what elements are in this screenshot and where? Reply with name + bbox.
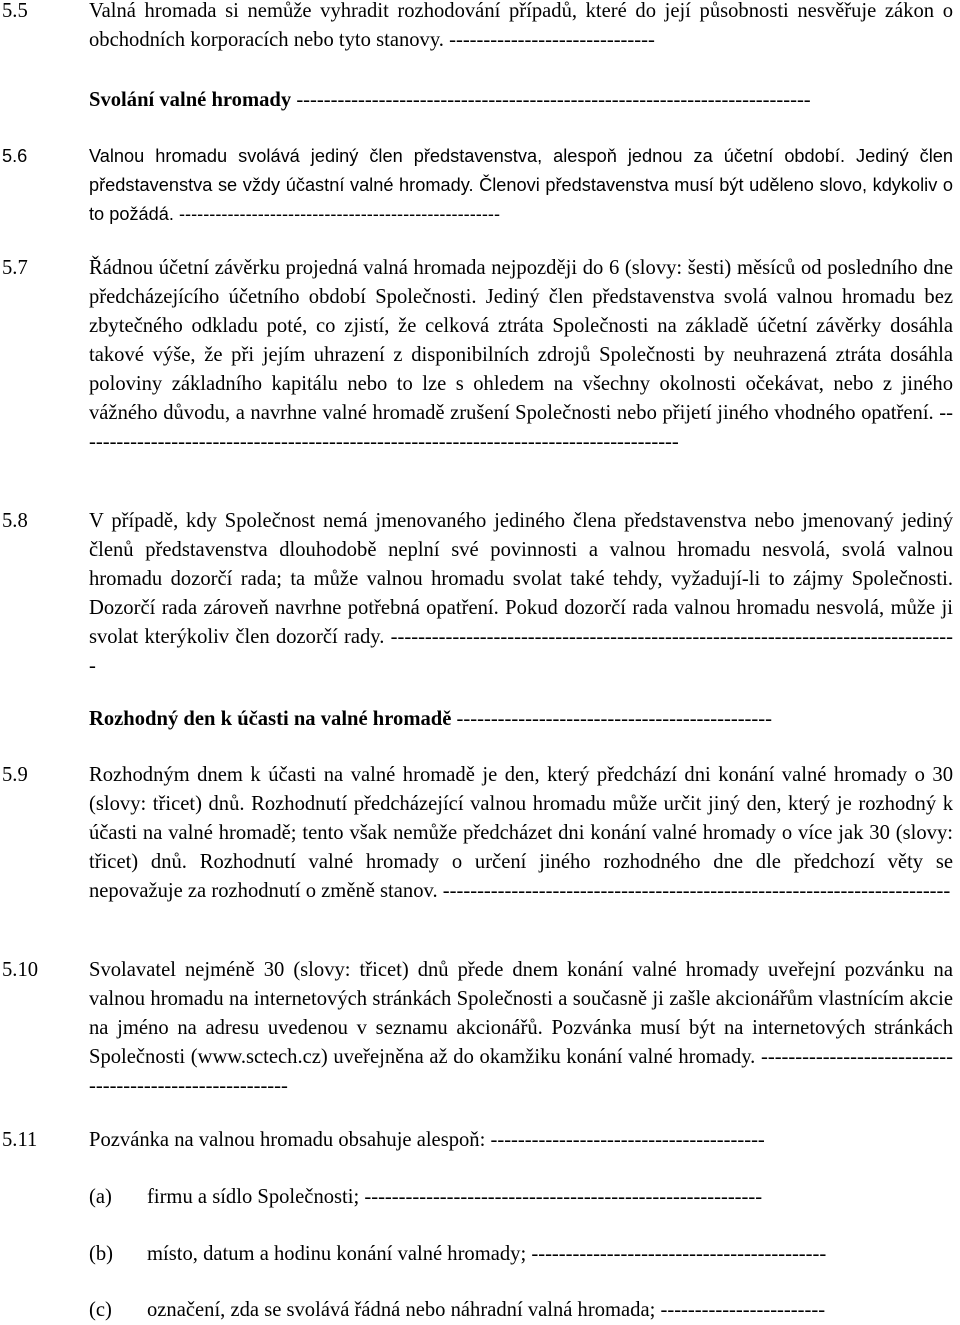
list-item-text: místo, datum a hodinu konání valné hromady; ------------------------------------------- <box>147 1243 827 1265</box>
section-number: 5.11 <box>2 1129 38 1151</box>
section-5-9 <box>0 761 955 906</box>
section-text: Svolavatel nejméně 30 (slovy: třicet) dnů přede dnem konání valné hromady uveřejní pozvánku na valnou hromadu na internetových stránkách Společnosti a současně ji zašle akcionářům vlastnícím akcie na jméno na adresu uvedenou v seznamu akcionářů. Pozvánka musí být na internetových stránkách Společnosti (www.sctech.cz) uveřejněna až do okamžiku konání valné hromady. --------------------------------------------------------- <box>89 959 953 1097</box>
heading-rozhodny-den <box>89 705 955 734</box>
section-5-8 <box>0 507 955 681</box>
list-item-text: označení, zda se svolává řádná nebo náhradní valná hromada; ------------------------ <box>147 1299 826 1321</box>
section-text: Rozhodným dnem k účasti na valné hromadě je den, který předchází dni konání valné hromady o 30 (slovy: třicet) dnů. Rozhodnutí předcházející valnou hromadu může určit jiný den, který je rozhodný k účasti na valné hromadě; tento však nemůže předcházet dni konání valné hromady o více jak 30 (slovy: třicet) dnů. Rozhodnutí valné hromady o určení jiného rozhodného dne dle předchozí věty se nepovažuje za rozhodnutí o změně stanov. -------------------------------------------------------------------------- <box>89 764 953 902</box>
section-text: V případě, kdy Společnost nemá jmenovaného jediného člena představenstva nebo jmenovaný jediný členů představenstva dlouhodobě neplní své povinnosti a valnou hromadu nesvolá, svolá valnou hromadu dozorčí rada; ta může valnou hromadu svolat také tehdy, vyžadují-li to zájmy Společnosti. Dozorčí rada zároveň navrhne potřebná opatření. Pokud dozorčí rada valnou hromadu nesvolá, může ji svolat kterýkoliv člen dozorčí rady. ----------------------------------------------------------------------------------- <box>89 510 953 677</box>
list-item-text: firmu a sídlo Společnosti; ---------------------------------------------------------- <box>147 1186 763 1208</box>
heading-dashes: ---------------------------------------------- <box>451 708 772 730</box>
section-number: 5.6 <box>2 146 28 166</box>
list-item <box>0 1296 955 1325</box>
list-item <box>0 1240 955 1269</box>
heading-svolani-valne-hromady <box>89 86 955 115</box>
list-item-letter: (a) <box>89 1186 112 1208</box>
section-text: Valná hromada si nemůže vyhradit rozhodování případů, které do její působnosti nesvěřuje zákon o obchodních korporacích nebo tyto stanovy. ------------------------------ <box>89 0 953 51</box>
section-text: Pozvánka na valnou hromadu obsahuje alespoň: ---------------------------------------- <box>89 1129 765 1151</box>
heading-title: Rozhodný den k účasti na valné hromadě <box>89 708 452 730</box>
section-5-10 <box>0 956 955 1101</box>
list-item <box>0 1183 955 1212</box>
list-item-letter: (c) <box>89 1299 112 1321</box>
section-number: 5.7 <box>2 257 28 279</box>
section-5-11 <box>0 1126 955 1155</box>
section-number: 5.5 <box>2 0 28 22</box>
section-text: Valnou hromadu svolává jediný člen představenstva, alespoň jednou za účetní období. Jediný člen představenstva se vždy účastní valné hromady. Členovi představenstva musí být uděleno slovo, kdykoliv o to požádá. ----------------------------------------------------- <box>89 146 953 224</box>
heading-title: Svolání valné hromady <box>89 89 292 111</box>
section-5-6 <box>0 142 955 229</box>
section-5-5 <box>0 0 955 55</box>
heading-dashes: --------------------------------------------------------------------------- <box>291 89 811 111</box>
section-text: Řádnou účetní závěrku projedná valná hromada nejpozději do 6 (slovy: šesti) měsíců od posledního dne předcházejícího účetního období Společnosti. Jediný člen představenstva svolá valnou hromadu bez zbytečného odkladu poté, co zjistí, že celková ztráta Společnosti na základě účetní závěrky dosáhla takové výše, že při jejím uhrazení z disponibilních zdrojů Společnosti by neuhrazená ztráta dosáhla poloviny základního kapitálu nebo to lze s ohledem na všechny okolnosti očekávat, nebo z jiného vážného důvodu, a navrhne valné hromadě zrušení Společnosti nebo přijetí jiného vhodného opatření. ---------------------------------------------------------------------------------------- <box>89 257 953 453</box>
section-number: 5.8 <box>2 510 28 532</box>
section-5-7 <box>0 254 955 457</box>
section-number: 5.10 <box>2 959 39 981</box>
list-item-letter: (b) <box>89 1243 114 1265</box>
section-number: 5.9 <box>2 764 28 786</box>
